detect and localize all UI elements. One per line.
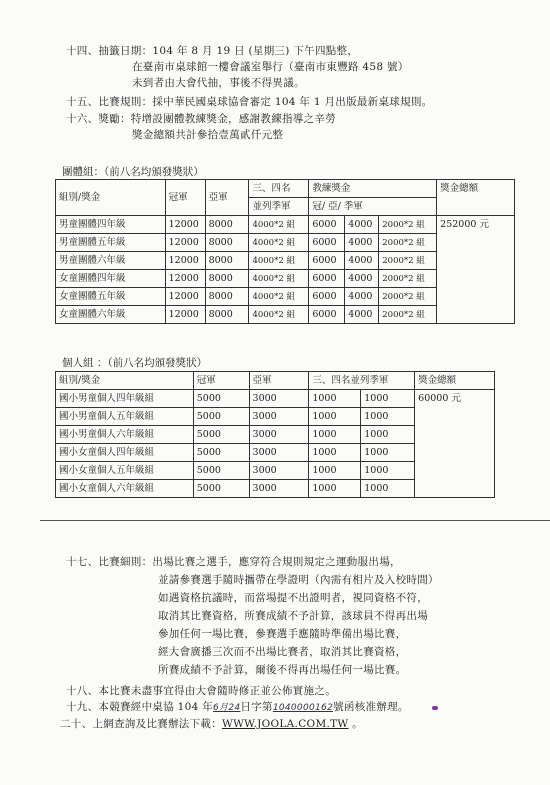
team-coach-third-cell: 2000*2 組 xyxy=(379,288,437,306)
team-group-cell: 男童團體四年級 xyxy=(56,216,166,234)
team-second-cell: 8000 xyxy=(205,306,249,324)
team-coach-third-cell: 2000*2 組 xyxy=(379,270,437,288)
team-group-cell: 女童團體四年級 xyxy=(56,270,166,288)
section-17-line-5: 參加任何一場比賽，參賽選手應隨時準備出場比賽， xyxy=(158,628,407,640)
team-table-body xyxy=(56,216,515,324)
team-third-cell: 4000*2 組 xyxy=(249,270,309,288)
section-19-middle: 日字第 xyxy=(240,701,273,713)
table-row xyxy=(56,216,515,234)
team-total-cell: 252000 元 xyxy=(437,216,515,324)
team-group-cell: 女童團體六年級 xyxy=(56,306,166,324)
team-coach-second-cell: 4000 xyxy=(345,252,379,270)
team-header-third: 三、四名 xyxy=(249,180,309,198)
team-header-group: 組別/獎金 xyxy=(56,180,166,216)
section-14-line-1: 十四、抽籤日期：104 年 8 月 19 日 (星期三) 下午四點整， xyxy=(66,45,359,57)
team-third-cell: 4000*2 組 xyxy=(249,288,309,306)
section-divider xyxy=(40,520,550,521)
individual-first-cell: 5000 xyxy=(193,390,249,408)
individual-group-cell: 國小男童個人四年級組 xyxy=(56,390,194,408)
individual-second-cell: 3000 xyxy=(249,462,309,480)
team-second-cell: 8000 xyxy=(205,216,249,234)
section-17-line-2: 並請參賽選手隨時攜帶在學證明（內需有相片及入校時間） xyxy=(158,574,439,586)
table-row xyxy=(56,390,495,408)
team-coach-third-cell: 2000*2 組 xyxy=(379,306,437,324)
section-14-line-3: 未到者由大會代抽，事後不得異議。 xyxy=(132,77,305,89)
individual-third-b-cell: 1000 xyxy=(361,390,415,408)
team-table-caption: 團體組：（前八名均頒發獎狀） xyxy=(62,166,204,178)
individual-third-a-cell: 1000 xyxy=(309,426,361,444)
individual-third-b-cell: 1000 xyxy=(361,408,415,426)
section-18-text: 十八、本比賽未盡事宜得由大會隨時修正並公佈實施之。 xyxy=(66,685,336,697)
team-coach-second-cell: 4000 xyxy=(345,216,379,234)
section-16-line-1: 十六、獎勵：特增設團體教練獎金，感謝教練指導之辛勞 xyxy=(66,113,336,125)
team-coach-second-cell: 4000 xyxy=(345,288,379,306)
individual-total-cell: 60000 元 xyxy=(415,390,495,498)
individual-header-first: 冠軍 xyxy=(193,372,249,390)
team-coach-first-cell: 6000 xyxy=(309,216,345,234)
section-20-prefix: 二十、上網查詢及比賽辦法下載： xyxy=(60,718,222,730)
team-third-cell: 4000*2 組 xyxy=(249,216,309,234)
section-19-text xyxy=(66,700,409,715)
individual-second-cell: 3000 xyxy=(249,408,309,426)
handwritten-date: 6月24 xyxy=(213,703,241,713)
team-first-cell: 12000 xyxy=(165,252,205,270)
individual-third-b-cell: 1000 xyxy=(361,444,415,462)
individual-group-cell: 國小男童個人六年級組 xyxy=(56,426,194,444)
individual-first-cell: 5000 xyxy=(193,408,249,426)
individual-header-row xyxy=(56,372,495,390)
team-first-cell: 12000 xyxy=(165,270,205,288)
team-coach-third-cell: 2000*2 組 xyxy=(379,252,437,270)
team-first-cell: 12000 xyxy=(165,234,205,252)
individual-third-a-cell: 1000 xyxy=(309,462,361,480)
individual-second-cell: 3000 xyxy=(249,444,309,462)
individual-first-cell: 5000 xyxy=(193,444,249,462)
individual-third-a-cell: 1000 xyxy=(309,480,361,498)
team-second-cell: 8000 xyxy=(205,288,249,306)
section-20-suffix: 。 xyxy=(348,718,363,730)
individual-group-cell: 國小女童個人六年級組 xyxy=(56,480,194,498)
section-15-text: 十五、比賽規則：採中華民國桌球協會審定 104 年 1 月出版最新桌球規則。 xyxy=(66,96,433,108)
individual-group-cell: 國小男童個人五年級組 xyxy=(56,408,194,426)
team-coach-first-cell: 6000 xyxy=(309,288,345,306)
individual-table-caption: 個人組 ：（前八名均頒發獎狀） xyxy=(62,357,208,369)
team-third-cell: 4000*2 組 xyxy=(249,252,309,270)
individual-first-cell: 5000 xyxy=(193,462,249,480)
team-header-total: 獎金總額 xyxy=(437,180,515,216)
team-award-table xyxy=(55,179,515,324)
team-header-coach-sub: 冠/ 亞/ 季軍 xyxy=(309,198,437,216)
team-header-row xyxy=(56,180,515,198)
team-header-coach: 教練獎金 xyxy=(309,180,437,198)
section-17-line-4: 取消其比賽資格，所賽成績不予計算，該球員不得再出場 xyxy=(158,610,428,622)
individual-first-cell: 5000 xyxy=(193,426,249,444)
team-first-cell: 12000 xyxy=(165,216,205,234)
individual-award-table xyxy=(55,371,495,498)
team-coach-first-cell: 6000 xyxy=(309,270,345,288)
individual-first-cell: 5000 xyxy=(193,480,249,498)
individual-third-b-cell: 1000 xyxy=(361,426,415,444)
team-second-cell: 8000 xyxy=(205,270,249,288)
team-first-cell: 12000 xyxy=(165,306,205,324)
team-group-cell: 女童團體五年級 xyxy=(56,288,166,306)
team-coach-third-cell: 2000*2 組 xyxy=(379,234,437,252)
individual-header-second: 亞軍 xyxy=(249,372,309,390)
individual-third-a-cell: 1000 xyxy=(309,444,361,462)
team-coach-third-cell: 2000*2 組 xyxy=(379,216,437,234)
team-group-cell: 男童團體六年級 xyxy=(56,252,166,270)
team-second-cell: 8000 xyxy=(205,234,249,252)
section-17-line-7: 所賽成績不予計算，爾後不得再出場任何一場比賽。 xyxy=(158,664,407,676)
section-19-prefix: 十九、本競賽經中桌協 104 年 xyxy=(66,701,214,713)
handwritten-document-number: 1040000162 xyxy=(272,703,334,713)
section-19-suffix: 號函核准辦理。 xyxy=(333,701,409,713)
individual-second-cell: 3000 xyxy=(249,480,309,498)
section-17-line-6: 經大會廣播三次而不出場比賽者，取消其比賽資格， xyxy=(158,646,407,658)
individual-third-a-cell: 1000 xyxy=(309,408,361,426)
website-link[interactable]: WWW.JOOLA.COM.TW xyxy=(222,718,349,730)
team-coach-first-cell: 6000 xyxy=(309,306,345,324)
team-third-cell: 4000*2 組 xyxy=(249,306,309,324)
individual-header-third: 三、四名並列季軍 xyxy=(309,372,415,390)
individual-group-cell: 國小女童個人五年級組 xyxy=(56,462,194,480)
team-header-first: 冠軍 xyxy=(165,180,205,216)
section-17-line-1: 十七、比賽細則：出場比賽之選手，應穿符合規則規定之運動服出場， xyxy=(66,556,401,568)
team-coach-second-cell: 4000 xyxy=(345,306,379,324)
individual-header-group: 組別/獎金 xyxy=(56,372,194,390)
individual-header-total: 獎金總額 xyxy=(415,372,495,390)
team-second-cell: 8000 xyxy=(205,252,249,270)
ink-mark xyxy=(432,706,438,710)
team-coach-first-cell: 6000 xyxy=(309,252,345,270)
team-coach-second-cell: 4000 xyxy=(345,270,379,288)
team-coach-second-cell: 4000 xyxy=(345,234,379,252)
team-third-cell: 4000*2 組 xyxy=(249,234,309,252)
section-17-line-3: 如遇資格抗議時，而當場提不出證明者，視同資格不符， xyxy=(158,592,428,604)
team-group-cell: 男童團體五年級 xyxy=(56,234,166,252)
team-header-second: 亞軍 xyxy=(205,180,249,216)
individual-second-cell: 3000 xyxy=(249,390,309,408)
individual-third-b-cell: 1000 xyxy=(361,480,415,498)
individual-third-a-cell: 1000 xyxy=(309,390,361,408)
team-header-third-sub: 並列季軍 xyxy=(249,198,309,216)
individual-second-cell: 3000 xyxy=(249,426,309,444)
individual-group-cell: 國小女童個人四年級組 xyxy=(56,444,194,462)
section-14-line-2: 在臺南市桌球館一樓會議室舉行（臺南市東豐路 458 號） xyxy=(132,61,409,73)
individual-third-b-cell: 1000 xyxy=(361,462,415,480)
team-coach-first-cell: 6000 xyxy=(309,234,345,252)
section-16-line-2: 獎金總額共計參拾壹萬貳仟元整 xyxy=(132,129,284,141)
team-first-cell: 12000 xyxy=(165,288,205,306)
section-20-text xyxy=(60,717,363,731)
